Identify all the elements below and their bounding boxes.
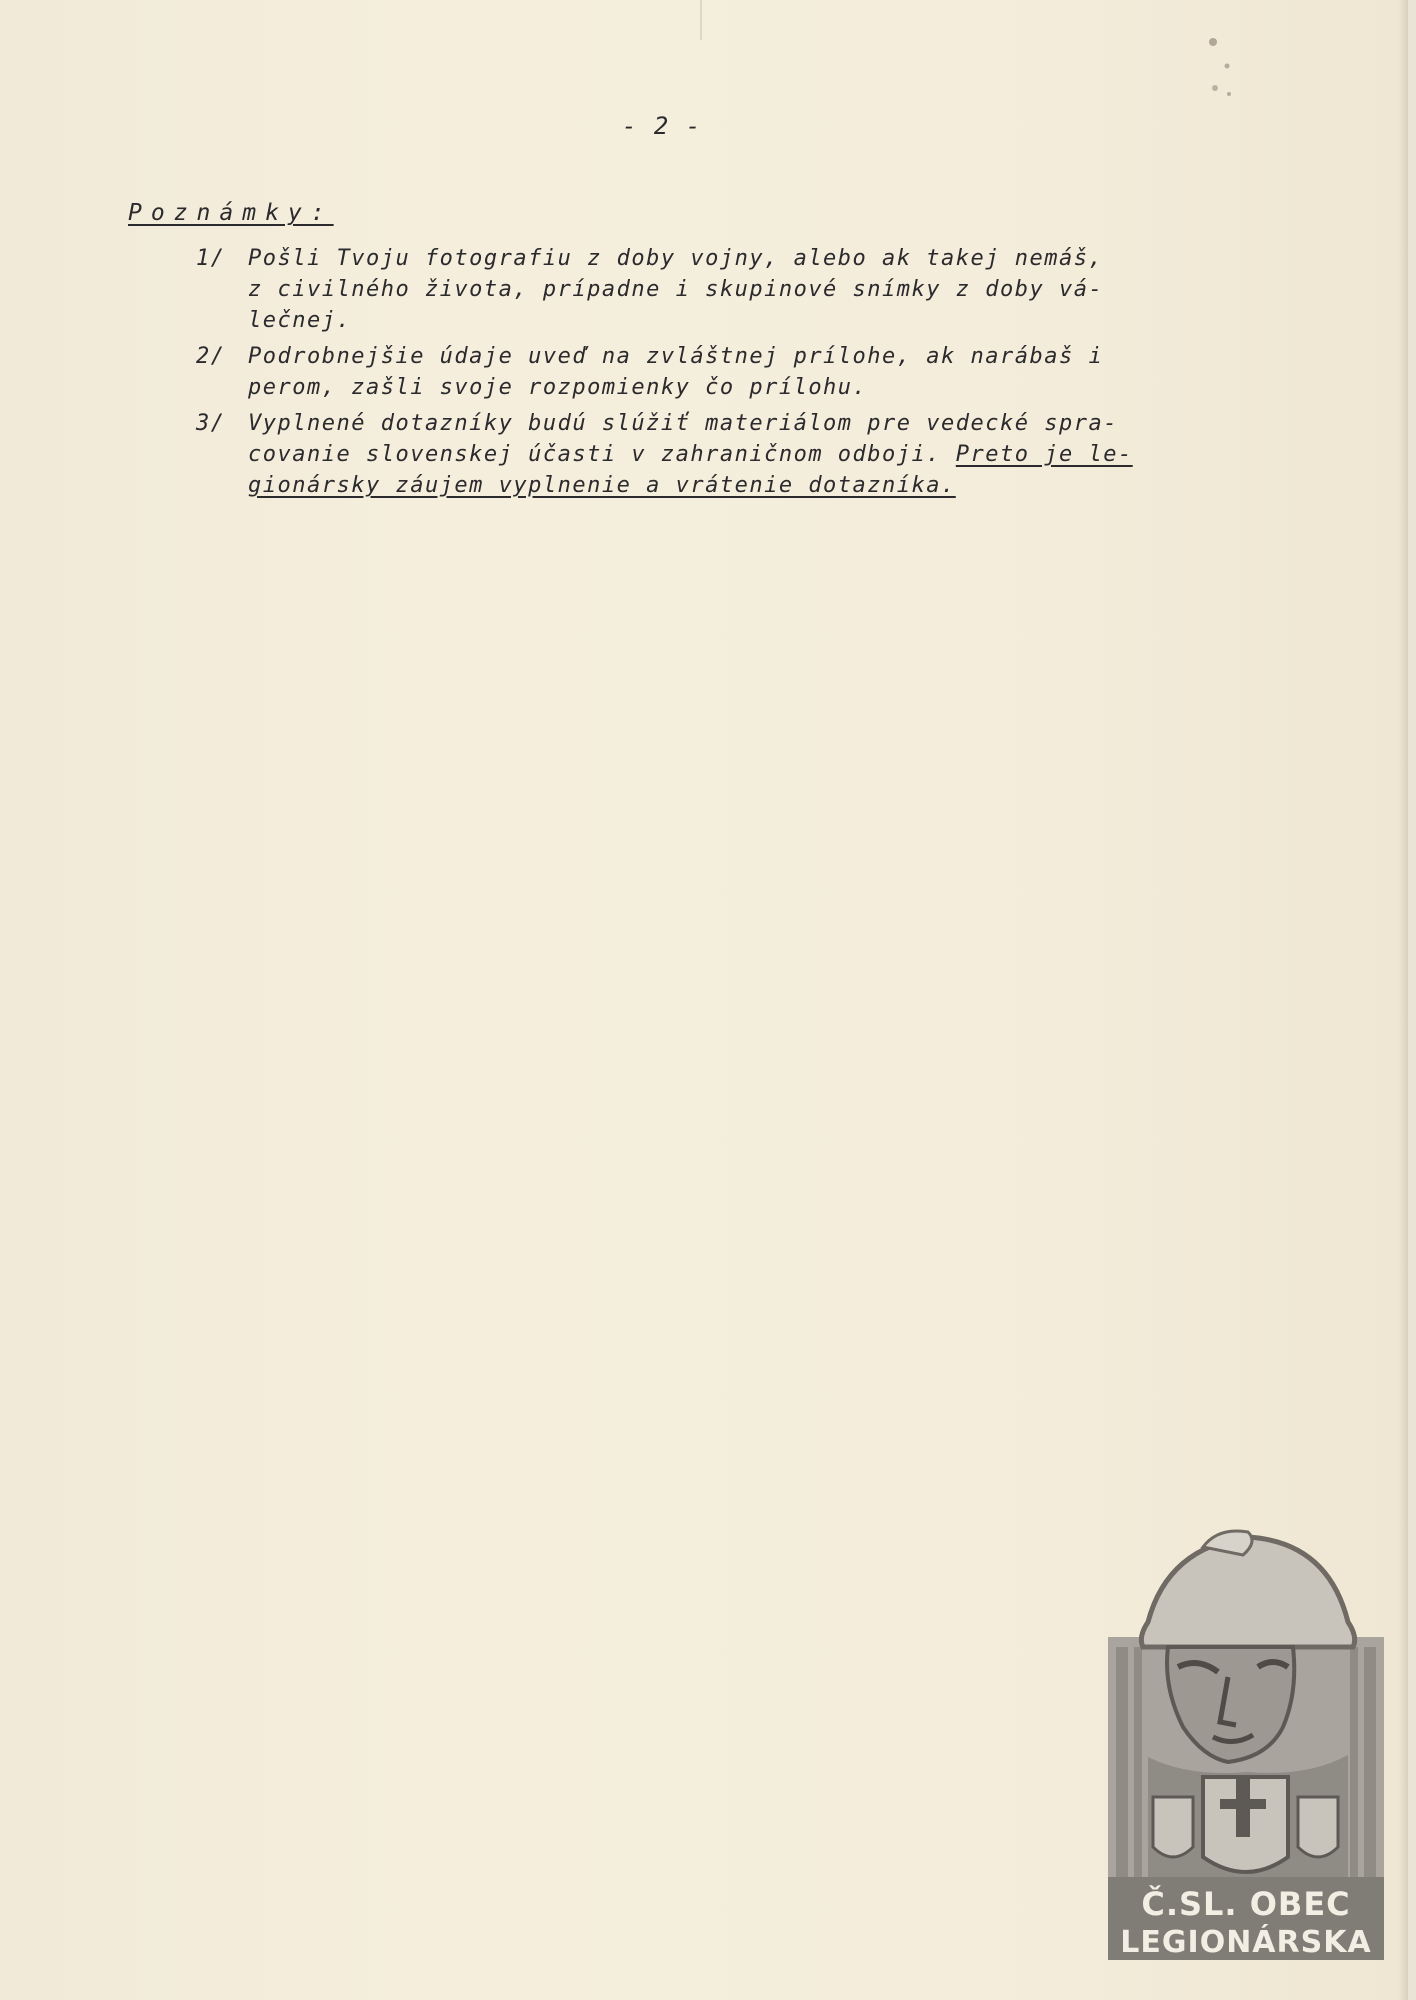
note-2-line-2: perom, zašli svoje rozpomienky čo prílohu.: [248, 375, 868, 400]
note-2: [196, 341, 1276, 403]
logo-text-line-1: Č.SL. OBEC: [1141, 1885, 1351, 1923]
note-3-line-3: gionársky záujem vyplnenie a vrátenie dotazníka.: [248, 473, 956, 498]
note-3-line-2: covanie slovenskej účasti v zahraničnom odboji. Preto je le-: [248, 442, 1133, 467]
note-1-line-1: 1/ Pošli Tvoju fotografiu z doby vojny, alebo ak takej nemáš,: [196, 243, 1276, 274]
note-2-number: 2/: [196, 344, 226, 369]
note-1: [196, 243, 1276, 336]
note-1-number: 1/: [196, 246, 226, 271]
note-3-line-1: 3/ Vyplnené dotazníky budú slúžiť materiálom pre vedecké spra-: [196, 408, 1276, 439]
note-3-underlined-start: Preto je le-: [955, 442, 1133, 467]
note-3-number: 3/: [196, 411, 226, 436]
page-number: - 2 -: [622, 112, 702, 140]
notes-heading: Poznámky:: [128, 200, 334, 226]
note-2-line-1: 2/ Podrobnejšie údaje uveď na zvláštnej prílohe, ak narábaš i: [196, 341, 1276, 372]
note-1-line-2: z civilného života, prípadne i skupinové snímky z doby vá-: [248, 277, 1104, 302]
note-1-line-3: lečnej.: [248, 308, 352, 333]
ink-stain-icon: [1205, 32, 1235, 112]
note-3: [196, 408, 1276, 501]
legion-logo: [1108, 1527, 1384, 1960]
page-edge-shadow: [1398, 0, 1408, 2000]
logo-text-line-2: LEGIONÁRSKA: [1120, 1925, 1372, 1960]
